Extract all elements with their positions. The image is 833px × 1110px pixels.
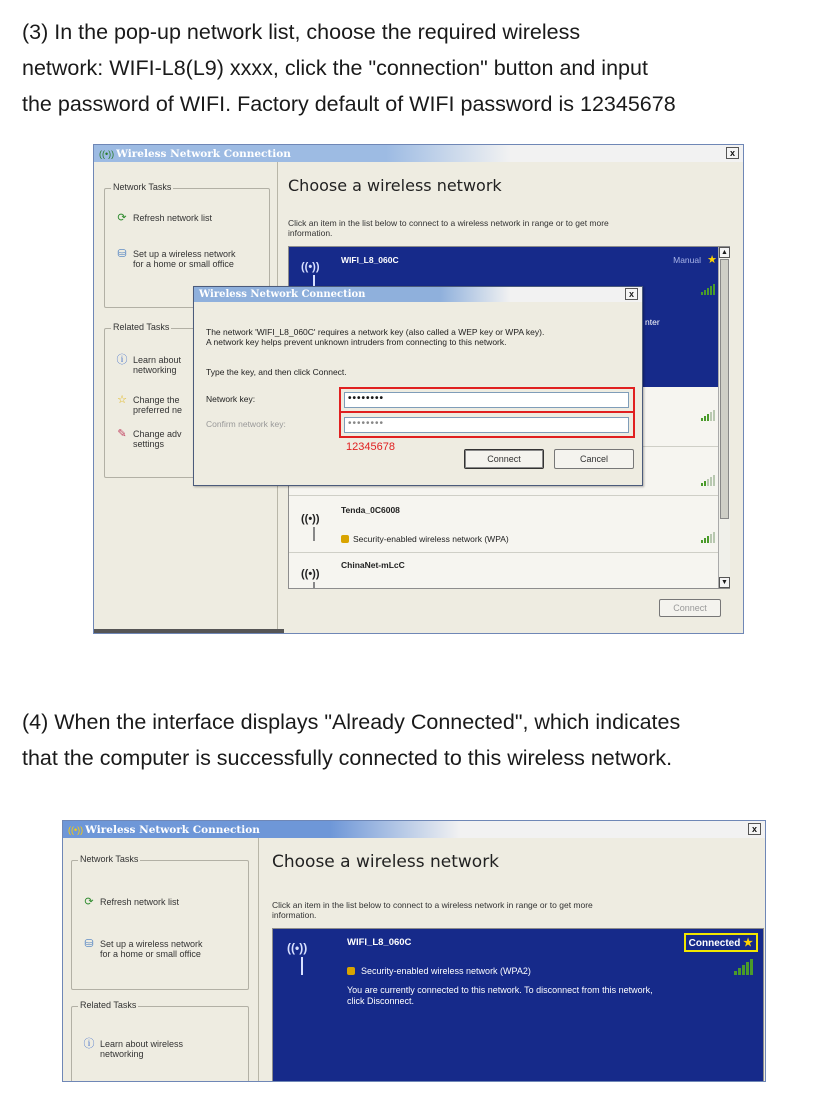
- network-key-input[interactable]: ••••••••: [344, 392, 629, 408]
- refresh-label: Refresh network list: [133, 213, 213, 223]
- signal-strength-icon: [701, 409, 715, 421]
- star-icon: ☆: [117, 394, 127, 406]
- change-order-task[interactable]: ☆ Change the preferred ne: [115, 395, 182, 415]
- dialog-title: Wireless Network Connection: [199, 289, 366, 300]
- instructions-text: Click an item in the list below to connect to a wireless network in range or to get more information.: [288, 218, 609, 238]
- step4-paragraph: [22, 704, 822, 776]
- window-titlebar: [63, 821, 765, 838]
- wireless-antenna-icon: ((•)): [301, 513, 320, 525]
- lock-icon: [341, 535, 349, 543]
- network-tasks-legend: Network Tasks: [113, 182, 172, 192]
- network-item-wifi-l8[interactable]: [273, 929, 763, 1082]
- refresh-network-list-task[interactable]: [115, 213, 212, 225]
- signal-strength-icon: [701, 283, 715, 295]
- confirm-key-label: Confirm network key:: [206, 419, 286, 429]
- signal-strength-icon: [734, 959, 753, 975]
- refresh-label: Refresh network list: [100, 897, 180, 907]
- connect-button[interactable]: Connect: [659, 599, 721, 617]
- dialog-cancel-button[interactable]: Cancel: [554, 449, 634, 469]
- dialog-connect-button[interactable]: Connect: [464, 449, 544, 469]
- manual-status: Manual: [673, 255, 701, 265]
- network-key-label: Network key:: [206, 394, 256, 404]
- window-titlebar: [94, 145, 743, 162]
- step3-line3: the password of WIFI. Factory default of WIFI password is 12345678: [22, 92, 676, 116]
- wireless-icon: ((•)): [68, 824, 84, 835]
- network-item-tenda[interactable]: [289, 497, 729, 553]
- signal-strength-icon: [701, 474, 715, 486]
- password-divider: [339, 411, 635, 413]
- step3-paragraph: [22, 14, 822, 122]
- wireless-connection-window-2: [62, 820, 766, 1082]
- choose-network-heading: Choose a wireless network: [288, 176, 502, 195]
- settings-icon: ✎: [117, 428, 127, 440]
- info-icon: ⓘ: [116, 354, 128, 366]
- dialog-titlebar: [194, 287, 642, 302]
- setup-label-1: Set up a wireless network: [133, 249, 236, 259]
- related-tasks-legend: Related Tasks: [113, 322, 170, 332]
- advanced-settings-task[interactable]: ✎ Change adv settings: [115, 429, 182, 449]
- password-annotation: 12345678: [346, 441, 395, 453]
- dialog-close-button[interactable]: x: [625, 288, 638, 300]
- learn-networking-task[interactable]: ⓘ Learn about networking: [116, 354, 182, 375]
- connection-info: You are currently connected to this network. To disconnect from this network, click Disconnect.: [347, 985, 653, 1006]
- step4-line2: that the computer is successfully connected to this wireless network.: [22, 746, 673, 770]
- info-icon: ⓘ: [83, 1038, 95, 1050]
- wireless-antenna-icon: ((•)): [301, 261, 320, 273]
- partial-text: nter: [645, 317, 660, 327]
- wireless-antenna-icon: ((•)): [287, 941, 308, 955]
- step3-line2: network: WIFI-L8(L9) xxxx, click the "connection" button and input: [22, 56, 648, 80]
- network-security: Security-enabled wireless network (WPA): [353, 534, 509, 544]
- right-content-pane: [260, 838, 765, 1081]
- window-title: Wireless Network Connection: [85, 823, 260, 836]
- connected-status-badge: [684, 933, 758, 952]
- setup-label-2: for a home or small office: [133, 259, 234, 269]
- preferred-star-icon: ★: [743, 937, 753, 949]
- dialog-message: The network 'WIFI_L8_060C' requires a network key (also called a WEP key or WPA key). A network key helps prevent unknown intruders from connecting to this network.: [206, 327, 545, 347]
- network-tasks-group: [71, 854, 249, 990]
- network-item-chinanet[interactable]: [289, 554, 729, 589]
- network-name: WIFI_L8_060C: [341, 255, 399, 265]
- setup-network-task[interactable]: ⛁ Set up a wireless network for a home or small office: [82, 939, 203, 959]
- instructions-text: Click an item in the list below to connect to a wireless network in range or to get more information.: [272, 900, 593, 920]
- refresh-network-list-task[interactable]: [82, 897, 179, 909]
- left-task-pane: [63, 838, 259, 1081]
- network-tasks-legend: Network Tasks: [80, 854, 139, 864]
- network-name: Tenda_0C6008: [341, 505, 400, 515]
- network-list: [272, 928, 764, 1082]
- related-tasks-legend: Related Tasks: [80, 1000, 137, 1010]
- network-name: WIFI_L8_060C: [347, 937, 412, 948]
- setup-network-task[interactable]: [115, 249, 236, 269]
- wireless-antenna-icon: ((•)): [301, 568, 320, 580]
- network-security: Security-enabled wireless network (WPA2): [361, 966, 531, 976]
- window-title: Wireless Network Connection: [116, 147, 291, 160]
- refresh-icon: ⟳: [117, 212, 127, 224]
- choose-network-heading: Choose a wireless network: [272, 852, 500, 872]
- close-button[interactable]: x: [726, 147, 739, 159]
- scroll-thumb[interactable]: [720, 259, 729, 519]
- setup-network-icon: ⛁: [84, 938, 94, 950]
- refresh-icon: ⟳: [84, 896, 94, 908]
- network-list-scrollbar[interactable]: [718, 247, 730, 588]
- scroll-up-button[interactable]: ▲: [719, 247, 730, 258]
- step4-line1: (4) When the interface displays "Already Connected", which indicates: [22, 710, 681, 734]
- lock-icon: [347, 967, 355, 975]
- related-tasks-group: [71, 1000, 249, 1082]
- network-name: ChinaNet-mLcC: [341, 560, 405, 570]
- dialog-instruction: Type the key, and then click Connect.: [206, 367, 347, 377]
- preferred-star-icon: ★: [707, 254, 717, 266]
- learn-networking-task[interactable]: ⓘ Learn about wireless networking: [83, 1038, 184, 1059]
- wireless-icon: ((•)): [99, 148, 115, 159]
- step3-line1: (3) In the pop-up network list, choose the required wireless: [22, 20, 581, 44]
- setup-network-icon: ⛁: [117, 248, 127, 260]
- close-button[interactable]: x: [748, 823, 761, 835]
- connected-status: Connected: [688, 938, 741, 949]
- network-key-dialog: [193, 286, 643, 486]
- signal-strength-icon: [701, 531, 715, 543]
- scroll-down-button[interactable]: ▼: [719, 577, 730, 588]
- confirm-key-input[interactable]: ••••••••: [344, 417, 629, 433]
